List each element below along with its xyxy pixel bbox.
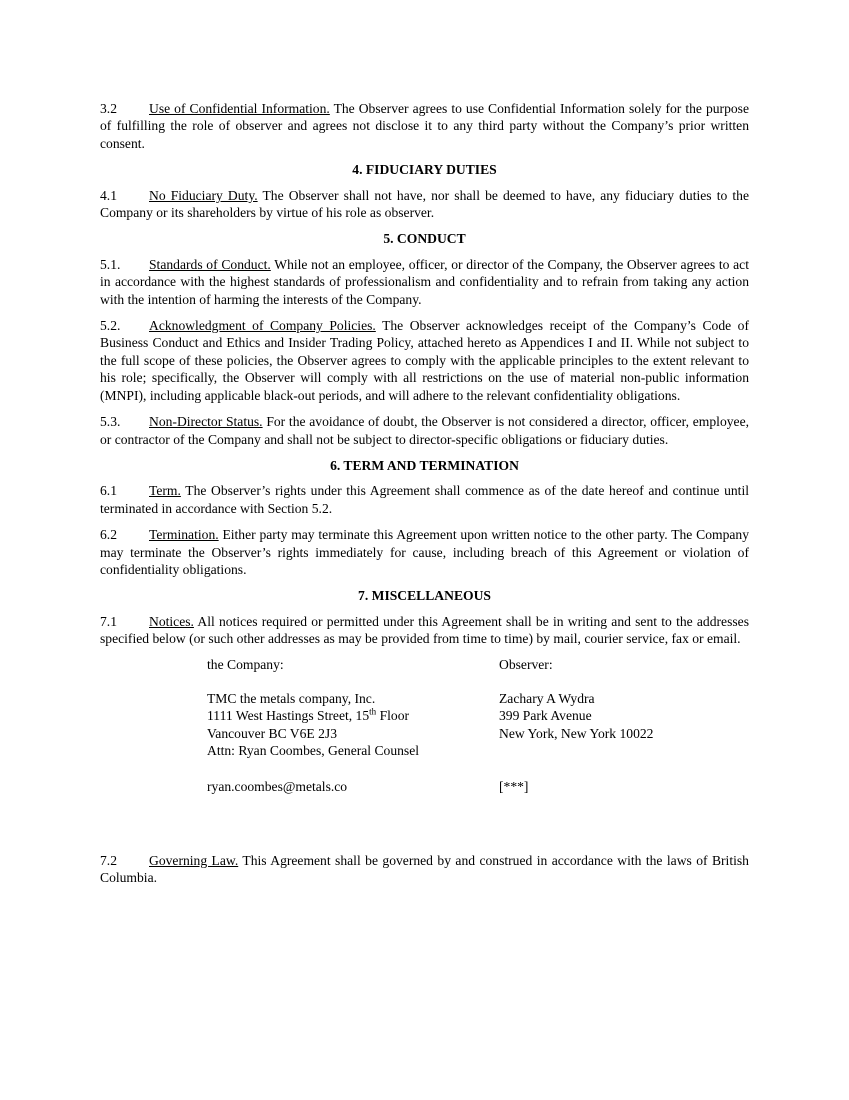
clause-text: This Agreement shall be governed by and construed in accordance with the laws of British Columbia. [100, 852, 749, 885]
clause-heading: Use of Confidential Information. [149, 101, 330, 116]
clause-number: 4.1 [100, 187, 117, 203]
clause-7-2 [100, 852, 749, 887]
clause-5-2 [100, 317, 749, 404]
clause-number: 5.2. [100, 318, 121, 334]
clause-number: 3.2 [100, 101, 117, 116]
observer-city: New York, New York 10022 [499, 725, 654, 741]
clause-6-1 [100, 482, 749, 517]
clause-number: 5.1. [100, 256, 121, 272]
clause-4-1 [100, 187, 749, 222]
company-city: Vancouver BC V6E 2J3 [207, 725, 338, 741]
clause-number: 7.1 [100, 613, 117, 629]
clause-number: 7.2 [100, 852, 117, 868]
clause-text: The Observer’s rights under this Agreement shall commence as of the date hereof and continue until terminated in accordance with Section 5.2. [100, 483, 749, 516]
clause-text: For the avoidance of doubt, the Observer is not considered a director, officer, employee, or contractor of the Company and shall not be subject to director-specific obligations or fiduciary duties. [100, 414, 750, 447]
clause-7-1 [100, 613, 749, 648]
observer-address-block [499, 656, 653, 795]
observer-email: [***] [499, 778, 529, 794]
clause-heading: No Fiduciary Duty. [149, 187, 258, 203]
clause-6-2 [100, 526, 749, 578]
clause-5-3 [100, 413, 749, 448]
clause-heading: Termination. [149, 527, 219, 543]
company-street: 1111 West Hastings Street, 15th Floor [207, 706, 410, 724]
clause-text: Either party may terminate this Agreement upon written notice to the other party. The Company may terminate the Observer’s rights immediately for cause, including breach of this Agreement or violation of confidentiality obligations. [100, 527, 749, 577]
document-page [100, 100, 749, 895]
company-email: ryan.coombes@metals.co [207, 778, 348, 794]
clause-text: While not an employee, officer, or director of the Company, the Observer agrees to act in accordance with the highest standards of professionalism and confidentiality and to refrain from taking any action with the intention of harming the interests of the Company. [100, 256, 749, 307]
section-7-title: 7. MISCELLANEOUS [358, 588, 491, 604]
company-name: TMC the metals company, Inc. [207, 690, 376, 706]
clause-text: The Observer acknowledges receipt of the Company’s Code of Business Conduct and Ethics and Insider Trading Policy, attached hereto as Appendices I and II. While not subject to the full scope of these policies, the Observer agrees to comply with the applicable principles to the extent relevant to his role; specifically, the Observer will comply with all restrictions on the use of material non-public information (MNPI), including applicable black-out periods, and will adhere to the relevant confidentiality obligations. [100, 318, 749, 403]
clause-heading: Standards of Conduct. [149, 256, 271, 272]
clause-text: All notices required or permitted under this Agreement shall be in writing and sent to the addresses specified below (or such other addresses as may be provided from time to time) by mail, courier service, fax or email. [100, 613, 749, 647]
clause-heading: Non-Director Status. [149, 414, 263, 430]
clause-3-2 [100, 100, 749, 152]
clause-heading: Governing Law. [149, 852, 239, 868]
observer-label: Observer: [499, 656, 553, 672]
company-label: the Company: [207, 656, 284, 672]
clause-number: 6.1 [100, 483, 117, 499]
clause-number: 6.2 [100, 527, 117, 543]
clause-heading: Notices. [149, 613, 194, 629]
observer-name: Zachary A Wydra [499, 690, 595, 706]
company-address-block [207, 656, 419, 795]
clause-5-1 [100, 256, 749, 308]
company-attn: Attn: Ryan Coombes, General Counsel [207, 743, 420, 759]
section-4-title: 4. FIDUCIARY DUTIES [352, 162, 497, 178]
observer-street: 399 Park Avenue [499, 708, 592, 724]
clause-number: 5.3. [100, 414, 121, 430]
clause-heading: Term. [149, 483, 181, 499]
section-6-title: 6. TERM AND TERMINATION [330, 457, 519, 473]
section-5-title: 5. CONDUCT [383, 231, 466, 247]
clause-text: The Observer agrees to use Confidential Information solely for the purpose of fulfilling the role of observer and agrees not disclose it to any third party without the Company’s prior written consent. [100, 101, 749, 151]
notice-addresses [100, 656, 749, 852]
clause-text: The Observer shall not have, nor shall be deemed to have, any fiduciary duties to the Company or its shareholders by virtue of his role as observer. [100, 187, 749, 221]
clause-heading: Acknowledgment of Company Policies. [149, 318, 376, 334]
